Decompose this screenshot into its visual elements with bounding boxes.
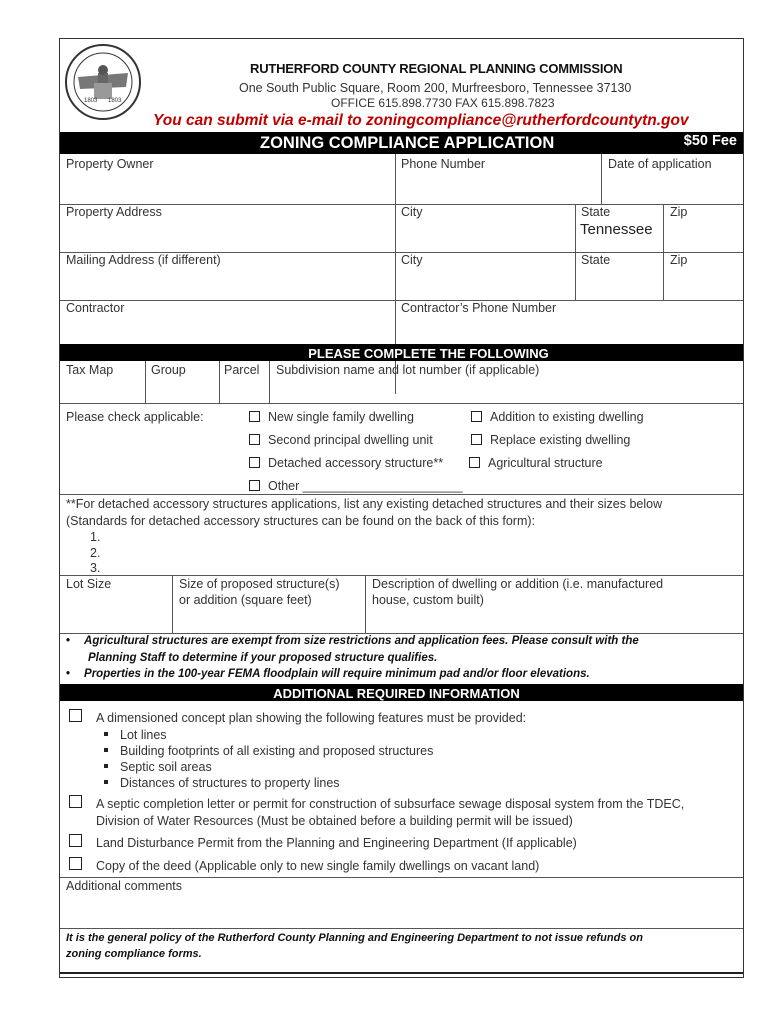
list-item-3: 3. — [90, 561, 101, 575]
description-label-1: Description of dwelling or addition (i.e. manufactured — [372, 577, 664, 591]
group-label: Group — [151, 363, 186, 377]
section2-title: ADDITIONAL REQUIRED INFORMATION — [273, 686, 520, 701]
item-land-disturbance: Land Disturbance Permit from the Planning and Engineering Department (If applicable) — [96, 836, 577, 850]
checkbox-septic[interactable] — [69, 795, 82, 808]
option-replace[interactable]: Replace existing dwelling — [471, 433, 630, 447]
org-name: RUTHERFORD COUNTY REGIONAL PLANNING COMMISSION — [250, 61, 623, 76]
application-form — [59, 38, 744, 978]
seal-year-left: 1803 — [84, 98, 98, 104]
check-applicable-label: Please check applicable: — [66, 410, 204, 424]
phone-number-label: Phone Number — [401, 157, 486, 171]
note-agricultural-cont: Planning Staff to determine if your proposed structure qualifies. — [88, 652, 438, 664]
checkbox-deed[interactable] — [69, 857, 82, 870]
property-address-label: Property Address — [66, 205, 162, 219]
date-of-application-label: Date of application — [608, 157, 712, 171]
sub-septic-soil: Septic soil areas — [104, 760, 212, 774]
checkbox[interactable] — [471, 434, 482, 445]
title-bar — [60, 132, 743, 154]
checkbox[interactable] — [469, 457, 480, 468]
checkbox-land-disturbance[interactable] — [69, 834, 82, 847]
checkbox[interactable] — [249, 434, 260, 445]
sub-building-footprints: Building footprints of all existing and proposed structures — [104, 744, 433, 758]
checkbox[interactable] — [249, 411, 260, 422]
state-value[interactable]: Tennessee — [580, 221, 653, 238]
zip-label: Zip — [670, 205, 688, 219]
contractor-phone-label: Contractor’s Phone Number — [401, 301, 557, 315]
state2-label: State — [581, 253, 611, 267]
size-proposed-label-2: or addition (square feet) — [179, 593, 312, 607]
option-addition[interactable]: Addition to existing dwelling — [471, 410, 644, 424]
item-concept-plan: A dimensioned concept plan showing the following features must be provided: — [96, 711, 527, 725]
section2-bar — [60, 684, 743, 701]
checkbox[interactable] — [249, 457, 260, 468]
city-label: City — [401, 205, 423, 219]
lot-size-label: Lot Size — [66, 577, 112, 591]
tax-map-label: Tax Map — [66, 363, 114, 377]
section1-title: PLEASE COMPLETE THE FOLLOWING — [308, 346, 549, 361]
city2-label: City — [401, 253, 423, 267]
checkbox-concept-plan[interactable] — [69, 709, 82, 722]
form-title: ZONING COMPLIANCE APPLICATION — [260, 134, 555, 152]
org-address: One South Public Square, Room 200, Murfreesboro, Tennessee 37130 — [239, 81, 632, 95]
fee-label: $50 Fee — [683, 133, 737, 149]
seal-year-right: 1803 — [108, 98, 122, 104]
description-label-2: house, custom built) — [372, 593, 484, 607]
contractor-label: Contractor — [66, 301, 125, 315]
option-second-principal[interactable]: Second principal dwelling unit — [249, 433, 433, 447]
note-floodplain: • Properties in the 100-year FEMA floodplain will require minimum pad and/or floor elevations. — [66, 668, 590, 680]
option-new-single[interactable]: New single family dwelling — [249, 410, 414, 424]
item-septic-line1: A septic completion letter or permit for construction of subsurface sewage disposal system from the TDEC, — [96, 797, 685, 811]
option-other[interactable]: Other _______________________ — [249, 479, 463, 493]
item-deed: Copy of the deed (Applicable only to new single family dwellings on vacant land) — [96, 859, 540, 873]
list-item-2: 2. — [90, 546, 101, 560]
size-proposed-label-1: Size of proposed structure(s) — [179, 577, 340, 591]
county-seal — [64, 43, 142, 121]
policy-line1: It is the general policy of the Rutherford County Planning and Engineering Department to not issue refunds on — [66, 932, 643, 944]
org-phones: OFFICE 615.898.7730 FAX 615.898.7823 — [331, 96, 555, 110]
policy-line2: zoning compliance forms. — [66, 948, 202, 960]
checkbox[interactable] — [249, 480, 260, 491]
section1-bar — [60, 344, 743, 361]
sub-lot-lines: Lot lines — [104, 728, 167, 742]
email-notice[interactable]: You can submit via e-mail to zoningcompliance@rutherfordcountytn.gov — [153, 112, 689, 129]
parcel-label: Parcel — [224, 363, 260, 377]
list-item-1: 1. — [90, 530, 101, 544]
sub-distances: Distances of structures to property lines — [104, 776, 340, 790]
option-agricultural[interactable]: Agricultural structure — [469, 456, 603, 470]
detached-note-line1: **For detached accessory structures applications, list any existing detached structures and their sizes below — [66, 497, 663, 511]
zip2-label: Zip — [670, 253, 688, 267]
property-owner-label: Property Owner — [66, 157, 154, 171]
checkbox[interactable] — [471, 411, 482, 422]
detached-note-line2: (Standards for detached accessory structures can be found on the back of this form): — [66, 514, 535, 528]
option-detached[interactable]: Detached accessory structure** — [249, 456, 443, 470]
state-label: State — [581, 205, 611, 219]
note-agricultural: • Agricultural structures are exempt from size restrictions and application fees. Please consult with the — [66, 635, 639, 647]
subdivision-label: Subdivision name and lot number (if applicable) — [276, 363, 540, 377]
additional-comments-label: Additional comments — [66, 879, 183, 893]
mailing-address-label: Mailing Address (if different) — [66, 253, 221, 267]
item-septic-line2: Division of Water Resources (Must be obtained before a building permit will be issued) — [96, 814, 573, 828]
